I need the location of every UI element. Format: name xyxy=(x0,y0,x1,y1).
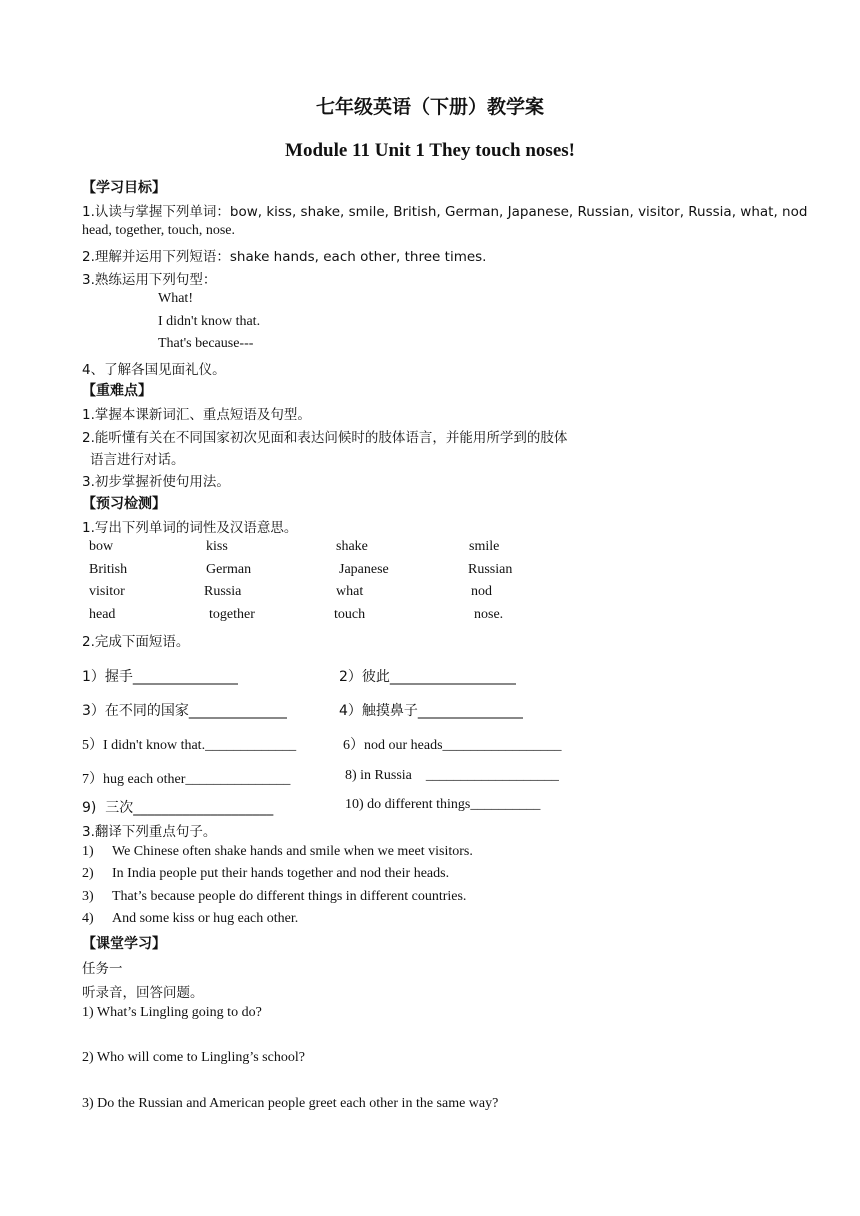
sentence-number: 1) xyxy=(82,844,94,859)
phrase-blank: 8) in Russia ___________________ xyxy=(345,768,559,783)
vocab-word: Japanese xyxy=(339,562,389,577)
vocab-word: smile xyxy=(469,539,500,554)
goals-heading: 【学习目标】 xyxy=(82,180,166,196)
sentence-number: 4) xyxy=(82,911,94,926)
preview-question-1: 1.写出下列单词的词性及汉语意思。 xyxy=(82,520,298,536)
phrase-blank: 6）nod our heads_________________ xyxy=(343,738,562,753)
task-instruction: 听录音，回答问题。 xyxy=(82,985,204,1001)
vocab-word: shake xyxy=(336,539,368,554)
preview-question-3: 3.翻译下列重点句子。 xyxy=(82,824,217,840)
listening-question: 1) What’s Lingling going to do? xyxy=(82,1005,262,1020)
goals-item-1-line-1: 1.认读与掌握下列单词：bow, kiss, shake, smile, British, German, Japanese, Russian, visitor, Russia, what, nod xyxy=(82,204,808,220)
translation-sentence xyxy=(82,866,449,882)
key-points-item-2-line-1: 2.能听懂有关在不同国家初次见面和表达问候时的肢体语言，并能用所学到的肢体 xyxy=(82,430,568,446)
sentence-pattern: I didn't know that. xyxy=(158,314,261,329)
listening-question: 3) Do the Russian and American people greet each other in the same way? xyxy=(82,1096,499,1111)
key-points-item-2-line-2: 语言进行对话。 xyxy=(90,452,185,468)
phrase-blank: 3）在不同的国家______________ xyxy=(82,703,287,719)
translation-sentence xyxy=(82,911,298,927)
task-label: 任务一 xyxy=(82,961,123,977)
sentence-text: And some kiss or hug each other. xyxy=(112,911,299,926)
vocab-word: Russian xyxy=(468,562,513,577)
phrase-blank: 2）彼此__________________ xyxy=(339,669,516,685)
preview-question-2: 2.完成下面短语。 xyxy=(82,634,190,650)
vocab-word: head xyxy=(89,607,116,622)
sentence-pattern: What! xyxy=(158,291,193,306)
document-title-english: Module 11 Unit 1 They touch noses! xyxy=(285,140,575,161)
sentence-number: 3) xyxy=(82,889,94,904)
vocab-word: German xyxy=(206,562,252,577)
goals-item-1-line-2: head, together, touch, nose. xyxy=(82,223,236,238)
vocab-word: nod xyxy=(471,584,492,599)
sentence-text: We Chinese often shake hands and smile when we meet visitors. xyxy=(112,844,473,859)
sentence-text: That’s because people do different things in different countries. xyxy=(112,889,467,904)
key-points-heading: 【重难点】 xyxy=(82,383,152,399)
phrase-blank: 1）握手_______________ xyxy=(82,669,238,685)
sentence-pattern: That's because--- xyxy=(158,336,254,351)
preview-heading: 【预习检测】 xyxy=(82,496,166,512)
goals-item-4: 4、了解各国见面礼仪。 xyxy=(82,362,226,378)
vocab-word: together xyxy=(209,607,255,622)
vocab-word: what xyxy=(336,584,364,599)
goals-item-3: 3.熟练运用下列句型： xyxy=(82,272,217,288)
vocab-word: touch xyxy=(334,607,366,622)
vocab-word: British xyxy=(89,562,128,577)
classroom-heading: 【课堂学习】 xyxy=(82,936,166,952)
key-points-item-3: 3.初步掌握祈使句用法。 xyxy=(82,474,230,490)
vocab-word: nose. xyxy=(474,607,504,622)
phrase-blank: 9) 三次____________________ xyxy=(82,800,274,816)
vocab-word: visitor xyxy=(89,584,125,599)
goals-item-2: 2.理解并运用下列短语：shake hands, each other, three times. xyxy=(82,249,487,265)
translation-sentence xyxy=(82,889,466,905)
phrase-blank: 5）I didn't know that._____________ xyxy=(82,738,297,753)
key-points-item-1: 1.掌握本课新词汇、重点短语及句型。 xyxy=(82,407,311,423)
phrase-blank: 7）hug each other_______________ xyxy=(82,772,291,787)
translation-sentence xyxy=(82,844,473,860)
document-title-chinese: 七年级英语（下册）教学案 xyxy=(315,96,544,118)
vocab-word: bow xyxy=(89,539,114,554)
phrase-blank: 4）触摸鼻子_______________ xyxy=(339,703,523,719)
phrase-blank: 10) do different things__________ xyxy=(345,797,541,812)
vocab-word: Russia xyxy=(204,584,242,599)
sentence-text: In India people put their hands together and nod their heads. xyxy=(112,866,450,881)
listening-question: 2) Who will come to Lingling’s school? xyxy=(82,1050,305,1065)
sentence-number: 2) xyxy=(82,866,94,881)
vocab-word: kiss xyxy=(206,539,228,554)
